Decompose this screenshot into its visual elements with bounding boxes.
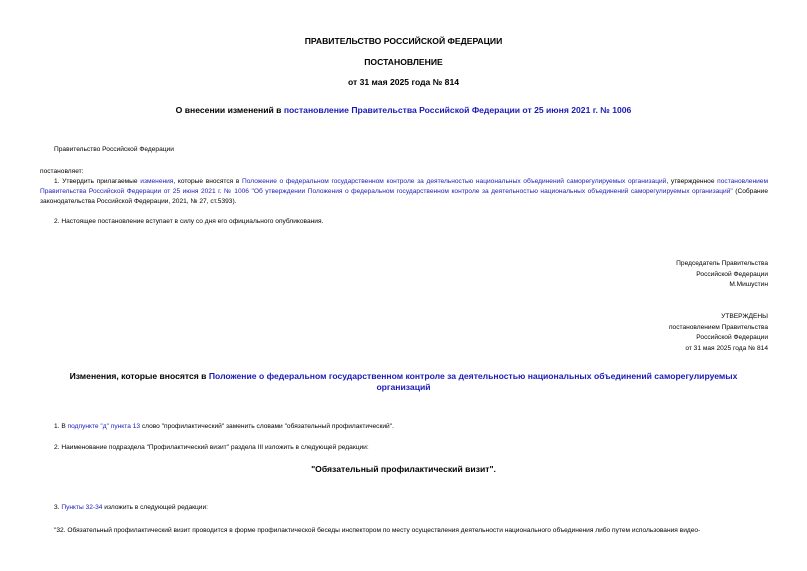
item-1-text-d: (Собрание законодательства Российской Федерации, 2021, № 27, ст.5393). [40,187,768,205]
signature-block [676,259,768,291]
document-type: ПОСТАНОВЛЕНИЕ [364,57,443,67]
change-3-text-b: изложить в следующей редакции: [102,504,208,511]
item-1-text-b: , которые вносятся в [173,178,243,185]
item-2-paragraph: 2. Настоящее постановление вступает в силу со дня его официального опубликования. [54,218,324,225]
point-32-paragraph: "32. Обязательный профилактический визит проводится в форме профилактической беседы инспектором по месту осуществления деятельности национального объединения либо путем использования видео- [54,527,701,534]
change-1-paragraph [54,423,394,430]
approval-line-2: постановлением Правительства [668,323,768,331]
changes-title-prefix: Изменения, которые вносятся в [69,371,209,381]
signature-name: М.Мишустин [729,281,768,288]
signature-position: Председатель Правительства [676,260,768,267]
change-1-text-a: 1. В [54,423,68,430]
title-link-resolution-1006[interactable]: постановление Правительства Российской Федерации от 25 июня 2021 г. № 1006 [283,105,632,115]
changes-title [60,371,747,393]
government-heading: ПРАВИТЕЛЬСТВО РОССИЙСКОЙ ФЕДЕРАЦИИ [304,36,503,46]
document-date-number: от 31 мая 2025 года № 814 [347,77,460,87]
approval-line-4: от 31 мая 2025 года № 814 [685,344,768,352]
change-3-text-a: 3. [54,504,62,511]
item-1-text-a: 1. Утвердить прилагаемые [54,178,141,185]
signature-position-2: Российской Федерации [696,270,768,278]
preamble-subject: Правительство Российской Федерации [54,146,174,153]
change-1-text-b: слово "профилактический" заменить словами "обязательный профилактический". [140,423,394,430]
link-points-32-34[interactable]: Пункты 32-34 [61,504,103,511]
changes-title-link-regulation[interactable]: Положение о федеральном государственном контроле за деятельностью национальных объединений саморегулируемых организаций [208,371,738,392]
change-2-paragraph: 2. Наименование подраздела "Профилактический визит" раздела III изложить в следующей редакции: [54,444,369,451]
approval-heading: УТВЕРЖДЕНЫ [721,313,768,320]
approval-block [669,312,768,354]
item-1-text-c: , утвержденное [666,178,718,185]
subsection-heading: "Обязательный профилактический визит". [311,464,496,474]
link-regulation[interactable]: Положение о федеральном государственном контроле за деятельностью национальных объединений саморегулируемых организаций [242,178,667,185]
document-title [0,105,807,115]
preamble-verb: постановляет: [40,168,84,175]
link-changes[interactable]: изменения [140,178,174,185]
link-subpoint-d-point-13[interactable]: подпункте "д" пункта 13 [67,423,141,430]
title-prefix: О внесении изменений в [175,105,284,115]
change-3-paragraph [54,504,208,511]
link-resolution-1006-full[interactable]: постановлением Правительства Российской Федерации от 25 июня 2021 г. № 1006 "Об утверждении Положения о федеральном государственном контроле за деятельностью национальных объединений саморегулируемых организаций" [40,178,769,195]
item-1-paragraph [40,177,768,206]
approval-line-3: Российской Федерации [696,334,768,341]
